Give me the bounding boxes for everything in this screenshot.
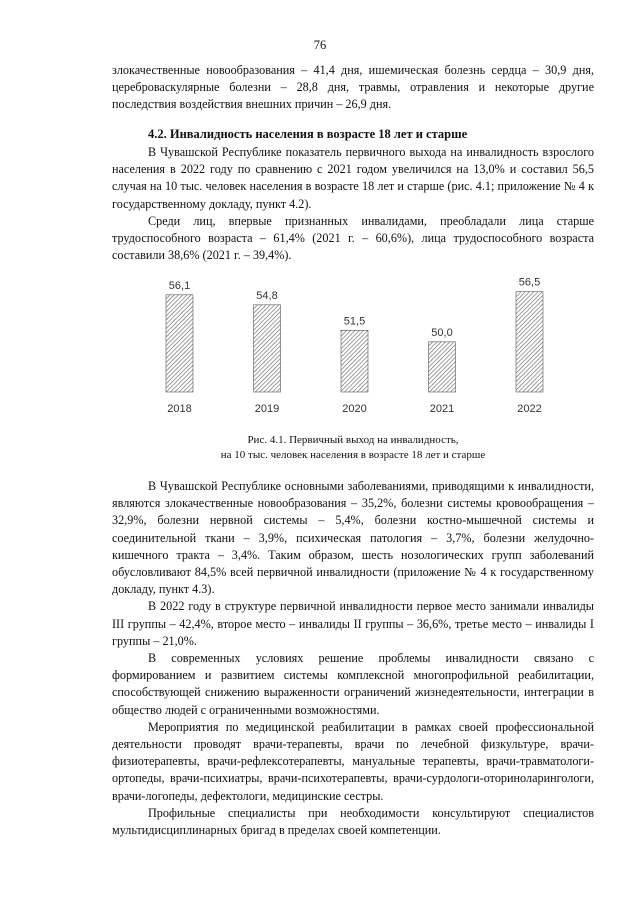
x-tick-label-2021: 2021 xyxy=(429,403,455,415)
bar-2021 xyxy=(429,342,456,392)
bars-group xyxy=(166,289,543,392)
page-number: 76 xyxy=(313,38,327,52)
data-label-2018: 56,1 xyxy=(168,279,191,292)
text-block-before-chart xyxy=(112,144,594,264)
data-labels-group xyxy=(169,277,540,339)
intro-paragraph: злокачественные новообразования – 41,4 дня, ишемическая болезнь сердца – 30,9 дня, цереброваскулярные болезни – 28,8 дня, травмы, отравления и некоторые другие последствия воздействия внешних причин – 26,9 дня. xyxy=(112,63,594,112)
data-label-2021: 50,0 xyxy=(431,326,453,339)
paragraph-main-diseases: В Чувашской Республике основными заболеваниями, приводящими к инвалидности, являются злокачественные новообразования – 35,2%, болезни системы кровообращения – 32,9%, болезни нервной системы – 5,4%, болезни костно-мышечной системы и соединительной ткани – 3,9%, психическая патология – 3,7%, болезни желудочно-кишечного тракта – 3,4%. Таким образом, шесть нозологических групп заболеваний обусловливают 84,5% всей первичной инвалидности (приложение № 4 к государственному докладу, пункт 4.3). xyxy=(112,479,594,597)
paragraph-consultations: Профильные специалисты при необходимости консультируют специалистов мультидисциплинарных бригад в пределах своей компетенции. xyxy=(112,805,594,838)
figure-caption-line-1: Рис. 4.1. Первичный выход на инвалидность, xyxy=(247,434,459,446)
bar-2019 xyxy=(254,305,281,392)
paragraph-disability-rate: В Чувашской Республике показатель первичного выхода на инвалидность взрослого населения в 2022 году по сравнению с 2021 годом увеличился на 13,0% и составил 56,5 случая на 10 тыс. человек населения в возрасте 18 лет и старше (рис. 4.1; приложение № 4 к государственному докладу, пункт 4.2). xyxy=(112,145,594,211)
x-tick-labels-group xyxy=(167,403,541,415)
figure-caption-line-2: на 10 тыс. человек населения в возрасте 18 лет и старше xyxy=(220,449,486,461)
bar-2018 xyxy=(166,295,193,392)
paragraph-rehabilitation: В современных условиях решение проблемы инвалидности связано с формированием и развитием системы комплексной многопрофильной реабилитации, способствующей снижению выраженности ограничений жизнедеятельности, интеграции в общество людей с ограниченными возможностями. xyxy=(112,651,594,717)
section-heading: 4.2. Инвалидность населения в возрасте 18 лет и старше xyxy=(148,127,468,141)
paragraph-specialists: Мероприятия по медицинской реабилитации в рамках своей профессиональной деятельности проводят врачи-терапевты, врачи по лечебной физкультуре, врачи-физиотерапевты, врачи-рефлексотерапевты, мануальные терапевты, врачи-травматологи-ортопеды, врачи-психиатры, врачи-психотерапевты, врачи-сурдологи-оториноларингологи, врачи-логопеды, дефектологи, медицинские сестры. xyxy=(112,719,594,803)
x-tick-label-2022: 2022 xyxy=(517,403,542,415)
paragraph-disability-groups: В 2022 году в структуре первичной инвалидности первое место занимали инвалиды III группы – 42,4%, второе место – инвалиды II группы – 36,6%, третье место – инвалиды I группы – 21,0%. xyxy=(112,599,594,648)
paragraph-age-structure: Среди лиц, впервые признанных инвалидами, преобладали лица старше трудоспособного возраста – 61,4% (2021 г. – 60,6%), лица трудоспособного возраста составили 38,6% (2021 г. – 39,4%). xyxy=(112,213,594,263)
text-block-after-chart xyxy=(112,478,594,839)
figure-caption xyxy=(112,433,594,463)
x-tick-label-2020: 2020 xyxy=(342,403,367,415)
x-tick-label-2018: 2018 xyxy=(167,403,192,415)
bar-2022 xyxy=(516,292,543,392)
intro-text-block xyxy=(112,62,594,114)
bar-2020 xyxy=(341,330,368,392)
data-label-2020: 51,5 xyxy=(343,315,366,328)
data-label-2022: 56,5 xyxy=(518,276,541,289)
disability-bar-chart xyxy=(150,272,570,422)
data-label-2019: 54,8 xyxy=(256,289,278,302)
x-tick-label-2019: 2019 xyxy=(254,403,280,415)
